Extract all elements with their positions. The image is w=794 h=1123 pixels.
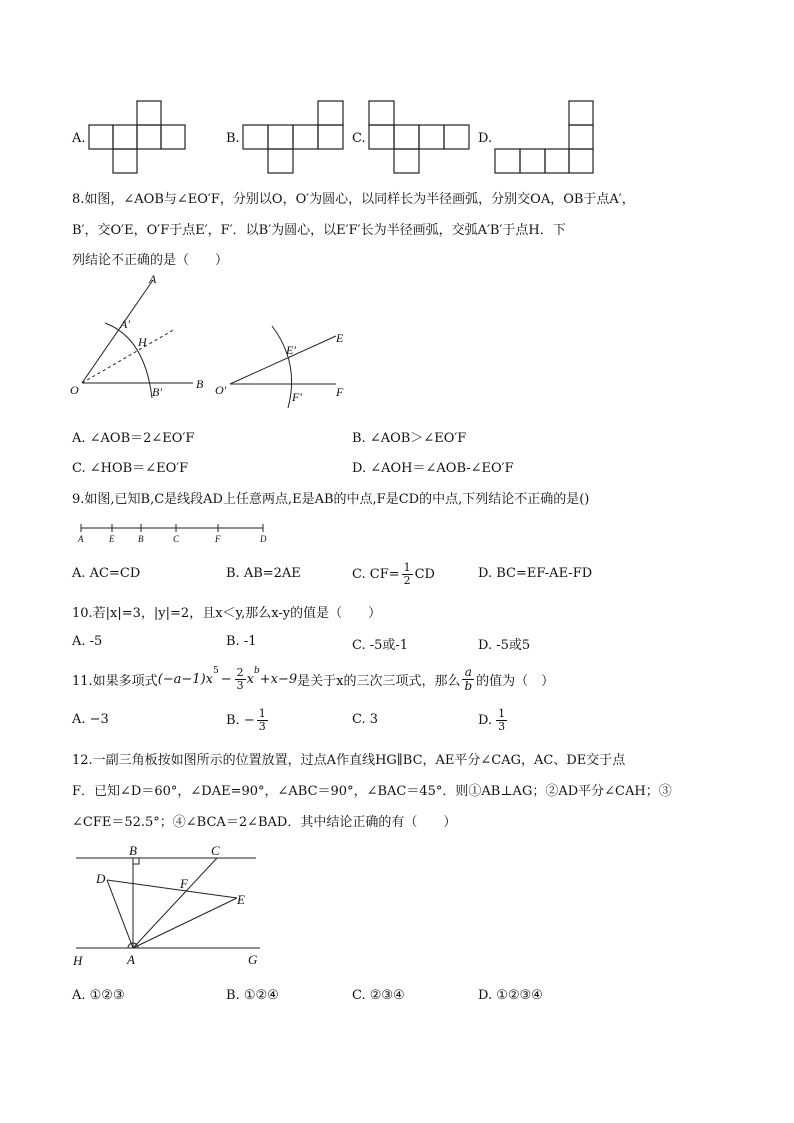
q8-label-o: O [70, 383, 79, 397]
q8-label-h: H [138, 335, 147, 349]
q8-line3: 列结论不正确的是（ ） [72, 253, 229, 268]
q11-end: 的值为（ ） [476, 673, 555, 689]
q10-option-d: D. -5或5 [478, 638, 531, 653]
q9-option-b: B. AB=2AE [226, 566, 301, 581]
q12-label-b: B [129, 843, 137, 858]
q8-label-f: F [336, 385, 344, 399]
q9-segment-figure [72, 520, 272, 546]
q8-label-b: B [196, 377, 204, 391]
q11-fraction [235, 667, 246, 692]
q12-label-c: C [211, 843, 220, 858]
q9-option-c-fraction [402, 562, 413, 587]
q8-label-b1: B′ [152, 385, 162, 399]
q11-fraction-num: 2 [236, 665, 244, 679]
q11-option-d-den: 3 [498, 719, 506, 733]
q7-option-b-net [242, 100, 346, 176]
q12-figure [70, 840, 270, 970]
q11-option-a: A. −3 [72, 712, 109, 727]
q8-line1: 8.如图，∠AOB与∠EO′F，分别以O，O′为圆心，以同样长为半径画弧，分别交OA，OB于点A′， [72, 192, 635, 207]
q11-option-c: C. 3 [352, 712, 379, 727]
q11-option-b [226, 703, 268, 737]
q11-poly-a: (−a−1)x [157, 671, 213, 687]
q11-option-d [478, 703, 507, 737]
q11-stem [72, 662, 554, 696]
q11-x-b: x [246, 671, 254, 687]
q9-point-a: A [78, 534, 84, 544]
q12-line1: 12.一副三角板按如图所示的位置放置，过点A作直线HG∥BC，AE平分∠CAG，AC、DE交于点 [72, 753, 626, 768]
q9-option-c-numerator: 1 [403, 560, 411, 574]
q11-option-b-den: 3 [258, 719, 266, 733]
q11-option-d-prefix: D. [478, 712, 493, 728]
q11-option-b-num: 1 [258, 706, 266, 720]
q8-label-f1: F′ [292, 390, 302, 404]
q8-label-a: A [149, 272, 157, 286]
q12-line3: ∠CFE＝52.5°；④∠BCA＝2∠BAD．其中结论正确的有（ ） [72, 815, 457, 830]
q9-option-a: A. AC=CD [72, 566, 141, 581]
q10-option-a: A. -5 [72, 634, 103, 649]
q8-label-a1: A′ [120, 317, 130, 331]
q8-figure [60, 268, 360, 413]
q10-option-b: B. -1 [226, 634, 257, 649]
q11-ab-fraction [462, 666, 474, 693]
q7-option-c-label: C. [352, 131, 366, 146]
q11-tail: +x−9 [259, 671, 298, 687]
q11-suffix: 是关于x的三次三项式，那么 [297, 673, 461, 689]
q11-ab-num: a [464, 664, 472, 679]
q12-label-e: E [237, 892, 245, 907]
q11-option-b-prefix: B. − [226, 712, 255, 728]
q10-option-c: C. -5或-1 [352, 638, 409, 653]
q12-line2: F．已知∠D＝60°，∠DAE=90°，∠ABC＝90°，∠BAC＝45°．则①AB⊥AG；②AD平分∠CAH；③ [72, 784, 672, 799]
q9-option-c-prefix: C. CF= [352, 566, 400, 582]
q9-option-c-suffix: CD [414, 566, 435, 582]
q10-stem: 10.若|x|=3，|y|=2，且x＜y,那么x-y的值是（ ） [72, 606, 382, 621]
q7-option-d-net [494, 100, 596, 176]
q11-option-d-num: 1 [498, 706, 506, 720]
q7-option-b-label: B. [226, 131, 240, 146]
q11-minus: − [220, 671, 232, 687]
q9-point-d: D [260, 534, 267, 544]
q11-option-b-fraction [257, 708, 268, 733]
q12-label-g: G [248, 952, 258, 967]
q8-option-c: C. ∠HOB＝∠EO′F [72, 461, 189, 476]
q9-option-c-denominator: 2 [403, 573, 411, 587]
q8-option-d: D. ∠AOH＝∠AOB-∠EO′F [352, 461, 514, 476]
q8-label-e: E [336, 331, 344, 345]
q11-prefix: 11.如果多项式 [72, 673, 158, 689]
q12-option-c: C. ②③④ [352, 988, 405, 1003]
q9-point-b: B [138, 534, 144, 544]
q7-option-a-label: A. [72, 131, 86, 146]
q12-label-a: A [127, 952, 135, 967]
q9-point-c: C [173, 534, 180, 544]
q11-ab-den: b [464, 678, 473, 693]
q12-option-d: D. ①②③④ [478, 988, 543, 1003]
q12-label-h: H [73, 953, 83, 968]
q11-exp-5: 5 [212, 666, 219, 676]
q9-option-d: D. BC=EF-AE-FD [478, 566, 593, 581]
q12-option-a: A. ①②③ [72, 988, 125, 1003]
q11-exp-b: b [253, 666, 260, 676]
q7-option-d-label: D. [478, 131, 493, 146]
q11-fraction-den: 3 [236, 678, 244, 692]
q12-label-f: F [180, 876, 188, 891]
q8-option-a: A. ∠AOB＝2∠EO′F [72, 431, 195, 446]
q8-label-e1: E′ [286, 343, 296, 357]
q8-line2: B′，交O′E，O′F于点E′，F′．以B′为圆心，以E′F′长为半径画弧，交弧A′B′于点H．下 [72, 223, 566, 238]
q8-option-b: B. ∠AOB＞∠EO′F [352, 431, 467, 446]
q11-option-d-fraction [496, 708, 507, 733]
q7-option-c-net [368, 100, 472, 176]
q8-label-o1: O′ [215, 383, 227, 397]
q9-point-e: E [109, 534, 115, 544]
q9-point-f: F [215, 534, 221, 544]
q9-option-c [352, 557, 435, 591]
q12-label-d: D [96, 871, 106, 886]
q9-stem: 9.如图,已知B,C是线段AD上任意两点,E是AB的中点,F是CD的中点,下列结论不正确的是() [72, 492, 590, 507]
q12-option-b: B. ①②④ [226, 988, 279, 1003]
q7-option-a-net [88, 100, 188, 176]
